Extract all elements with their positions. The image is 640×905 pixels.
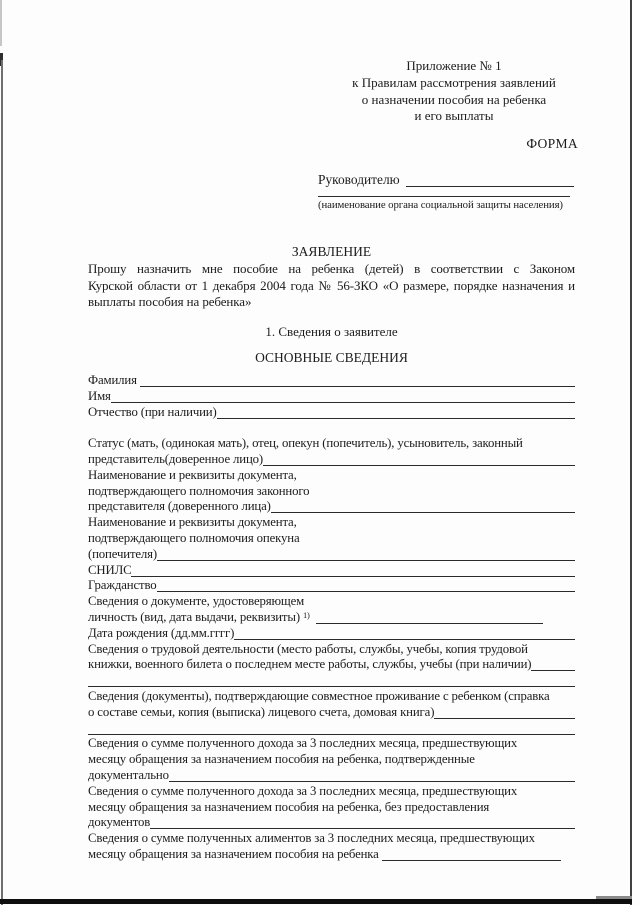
field-line [88,563,575,579]
field-label: Отчество (при наличии) [88,404,217,419]
field-label: документов [88,815,151,830]
field-line [88,468,575,484]
field-fill-line [157,578,575,592]
field-label: представителя (доверенного лица) [88,499,271,514]
section-subheading: ОСНОВНЫЕ СВЕДЕНИЯ [255,350,408,365]
field-label: месяцу обращения за назначением пособия на ребенка, подтвержденные [88,752,475,767]
field-line [88,515,575,531]
field-label: документально [88,767,169,782]
field-line [88,847,575,863]
field-fill-line [434,705,575,719]
scan-border-left-light [0,0,2,46]
field-line [88,578,575,594]
scan-border-bottom [0,899,632,904]
appendix-header-line: и его выплаты [414,108,494,124]
appendix-header-line: к Правилам рассмотрения заявлений [352,74,556,90]
field-label: Фамилия [88,373,140,387]
addressee-caption: (наименование органа социальной защиты населения) [318,196,570,211]
field-line [88,673,575,689]
field-label: Сведения о сумме полученных алиментов за 3 последних месяца, предшествующих [88,831,535,846]
field-fill-line [263,452,575,466]
field-label: Сведения о трудовой деятельности (место работы, службы, учебы, копия трудовой [88,641,528,656]
field-fill-line [382,847,561,861]
field-line [88,657,575,673]
field-line [88,736,575,752]
field-fill-line [271,499,575,513]
field-label: подтверждающего полномочия законного [88,483,310,498]
superscript: 1) [302,609,310,620]
field-line [88,484,575,500]
field-fill-line [150,815,575,829]
field-label: Имя [88,388,111,403]
field-label: месяцу обращения за назначением пособия на ребенка, без предоставления [88,799,490,814]
field-line [88,547,575,563]
field-fill-line [316,610,543,624]
field-line [88,768,575,784]
field-line [88,499,575,515]
appendix-header-line: о назначении пособия на ребенка [361,91,547,107]
field-label: СНИЛС [88,562,132,577]
field-line [88,831,575,847]
appendix-header-line: Приложение № 1 [406,58,502,73]
field-label: месяцу обращения за назначением пособия на ребенка [88,846,382,861]
field-fill-line [217,405,575,419]
field-line [88,642,575,658]
field-label: Сведения о документе, удостоверяющем [88,594,305,609]
field-line [88,705,575,721]
field-line [88,752,575,768]
document-title: ЗАЯВЛЕНИЕ [291,244,372,259]
field-label: Наименование и реквизиты документа, [88,515,297,530]
field-line [88,610,575,626]
field-label: подтверждающего полномочия опекуна [88,530,300,545]
field-label: о составе семьи, копия (выписка) лицевого счета, домовая книга) [88,704,435,719]
field-line [88,531,575,547]
field-line [88,389,575,405]
field-label: (попечителя) [88,546,158,561]
field-line [88,626,575,642]
intro-line: Прошу назначить мне пособие на ребенка (детей) в соответствии с Законом [88,261,575,276]
intro-paragraph [88,261,575,311]
field-label: Сведения о сумме полученного дохода за 3 последних месяца, предшествующих [88,783,518,798]
form-fields [88,373,575,863]
field-fill-line [88,721,575,735]
field-fill-line [111,389,575,403]
field-fill-line [131,563,575,577]
field-label: Гражданство [88,578,157,593]
field-label: Сведения (документы), подтверждающие совместное проживание с ребенком (справка [88,688,550,703]
field-line [88,405,575,421]
field-line [88,594,575,610]
field-fill-line [531,657,575,671]
field-line [88,420,575,436]
field-label: Дата рождения (дд.мм.гггг) [88,625,235,640]
appendix-header [330,58,578,125]
field-label: Наименование и реквизиты документа, [88,467,297,482]
scan-border-bottom-notch [596,896,632,899]
scan-border-left [1,60,3,905]
field-fill-line [88,673,575,687]
intro-line: выплаты пособия на ребенка» [88,294,252,310]
field-line [88,373,575,389]
field-fill-line [169,768,575,782]
forma-label: ФОРМА [526,136,578,151]
field-fill-line [140,373,575,387]
field-line [88,721,575,737]
field-label: Статус (мать, (одинокая мать), отец, опекун (попечитель), усыновитель, законный [88,436,523,451]
field-line [88,784,575,800]
addressee-fill-line [406,172,574,187]
addressee-line [318,172,574,188]
field-label: Сведения о сумме полученного дохода за 3 последних месяца, предшествующих [88,736,518,751]
field-fill-line [157,547,575,561]
field-label: книжки, военного билета о последнем месте работы, службы, учебы (при наличии) [88,657,532,672]
intro-line: Курской области от 1 декабря 2004 года № 56-ЗКО «О размере, порядке назначения и [88,277,575,293]
section-heading: 1. Сведения о заявителе [265,324,398,339]
field-line [88,436,575,452]
field-fill-line [234,626,575,640]
addressee-label: Руководителю [318,172,400,187]
field-line [88,452,575,468]
field-line [88,815,575,831]
field-line [88,800,575,816]
scan-border-right [630,0,632,905]
field-label: представитель(доверенное лицо) [88,451,264,466]
field-label: личность (вид, дата выдачи, реквизиты) [88,609,300,624]
field-line [88,689,575,705]
